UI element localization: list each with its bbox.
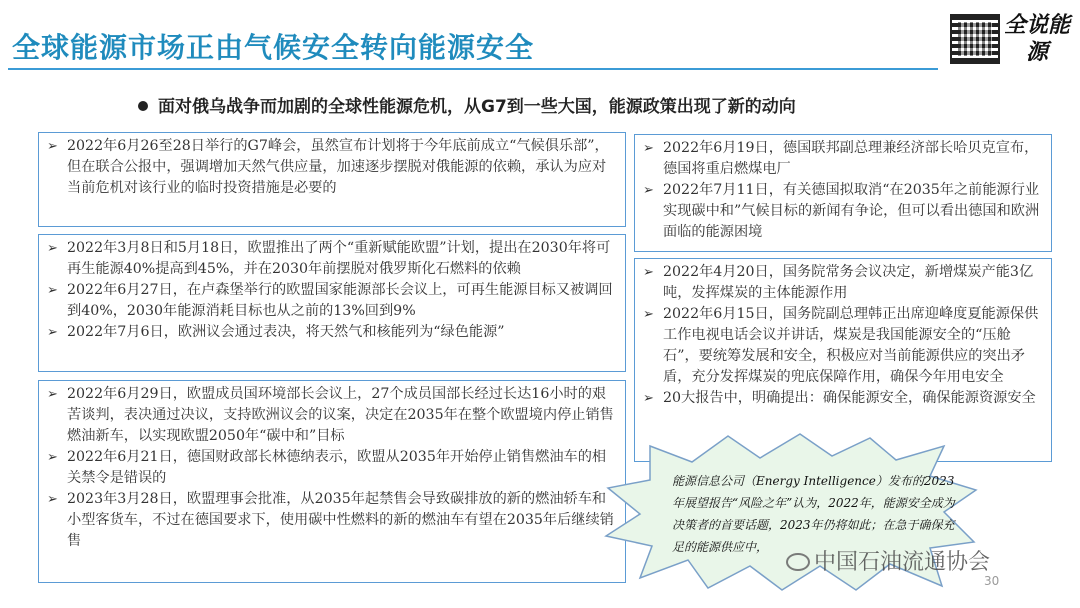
- item-text: 2022年4月20日，国务院常务会议决定，新增煤炭产能3亿吨，发挥煤炭的主体能源作用: [663, 264, 1034, 301]
- list-item: [47, 489, 619, 552]
- arrow-bullet-icon: ➢: [643, 307, 654, 322]
- list-item: [47, 280, 619, 322]
- list-item: [47, 136, 619, 199]
- list-item: [643, 180, 1045, 243]
- arrow-bullet-icon: ➢: [47, 387, 58, 402]
- item-text: 2022年3月8日和5月18日，欧盟推出了两个“重新赋能欧盟”计划，提出在2030年将可再生能源40%提高到45%，并在2030年前摆脱对俄罗斯化石燃料的依赖: [67, 240, 611, 277]
- list-item: [47, 447, 619, 489]
- brand-logo: [946, 10, 1074, 70]
- arrow-bullet-icon: ➢: [643, 183, 654, 198]
- item-text: 2022年6月15日，国务院副总理韩正出席迎峰度夏能源保供工作电视电话会议并讲话，煤炭是我国能源安全的“压舱石”，要统筹发展和安全，积极应对当前能源供应的突出矛盾，充分发挥煤炭的兜底保障作用，确保今年用电安全: [663, 306, 1039, 385]
- box-eu-energy-plan: [38, 234, 626, 372]
- item-text: 2023年3月28日，欧盟理事会批准，从2035年起禁售会导致碳排放的新的燃油轿车和小型客货车，不过在德国要求下，使用碳中性燃料的新的燃油车有望在2035年后继续销售: [67, 491, 614, 549]
- slide-subtitle: [138, 92, 796, 117]
- arrow-bullet-icon: ➢: [47, 492, 58, 507]
- watermark-text: 中国石油流通协会: [814, 550, 991, 575]
- arrow-bullet-icon: ➢: [643, 141, 654, 156]
- list-item: [643, 304, 1045, 388]
- page-number: 30: [984, 574, 1000, 588]
- item-text: 2022年7月6日，欧洲议会通过表决，将天然气和核能列为“绿色能源”: [67, 324, 505, 340]
- subtitle-text: 面对俄乌战争而加剧的全球性能源危机，从G7到一些大国，能源政策出现了新的动向: [158, 97, 796, 117]
- title-underline: [8, 68, 938, 70]
- list-item: [47, 384, 619, 447]
- list-item: [47, 238, 619, 280]
- item-text: 2022年6月29日，欧盟成员国环境部长会议上，27个成员国部长经过长达16小时的艰苦谈判，表决通过决议，支持欧洲议会的议案，决定在2035年在整个欧盟境内停止销售燃油新车，以实现欧盟2050年“碳中和”目标: [67, 386, 614, 444]
- arrow-bullet-icon: ➢: [47, 139, 58, 154]
- list-item: [643, 138, 1045, 180]
- arrow-bullet-icon: ➢: [47, 325, 58, 340]
- list-item: [643, 388, 1045, 409]
- page-title: 全球能源市场正由气候安全转向能源安全: [12, 31, 535, 64]
- arrow-bullet-icon: ➢: [643, 265, 654, 280]
- box-germany: [634, 134, 1052, 252]
- logo-text: 全说能源: [1004, 12, 1071, 65]
- arrow-bullet-icon: ➢: [47, 450, 58, 465]
- watermark: [786, 545, 990, 576]
- arrow-bullet-icon: ➢: [643, 391, 654, 406]
- qr-code-icon: [950, 14, 1000, 64]
- item-text: 2022年6月19日，德国联邦副总理兼经济部长哈贝克宣布，德国将重启燃煤电厂: [663, 140, 1039, 177]
- wechat-icon: [786, 553, 810, 571]
- box-eu-fuel-cars: [38, 380, 626, 583]
- item-text: 20大报告中，明确提出：确保能源安全，确保能源资源安全: [663, 390, 1036, 406]
- item-text: 2022年6月27日，在卢森堡举行的欧盟国家能源部长会议上，可再生能源目标又被调回到40%，2030年能源消耗目标也从之前的13%回到9%: [67, 282, 613, 319]
- item-text: 2022年6月26至28日举行的G7峰会，虽然宣布计划将于今年底前成立“气候俱乐部”，但在联合公报中，强调增加天然气供应量，加速逐步摆脱对俄能源的依赖，承认为应对当前危机对该行业的临时投资措施是必要的: [67, 138, 609, 196]
- item-text: 2022年6月21日，德国财政部长林德纳表示，欧盟从2035年开始停止销售燃油车的相关禁令是错误的: [67, 449, 607, 486]
- bullet-dot-icon: [138, 101, 148, 111]
- list-item: [643, 262, 1045, 304]
- list-item: [47, 322, 619, 343]
- arrow-bullet-icon: ➢: [47, 283, 58, 298]
- callout-text: 能源信息公司（Energy Intelligence）发布的2023年展望报告“风险之年”认为，2022年，能源安全成为决策者的首要话题，2023年仍将如此；在急于确保充足的能源供应中，: [672, 474, 955, 554]
- item-text: 2022年7月11日，有关德国拟取消“在2035年之前能源行业实现碳中和”气候目标的新闻有争论，但可以看出德国和欧洲面临的能源困境: [663, 182, 1040, 240]
- box-g7: [38, 132, 626, 227]
- arrow-bullet-icon: ➢: [47, 241, 58, 256]
